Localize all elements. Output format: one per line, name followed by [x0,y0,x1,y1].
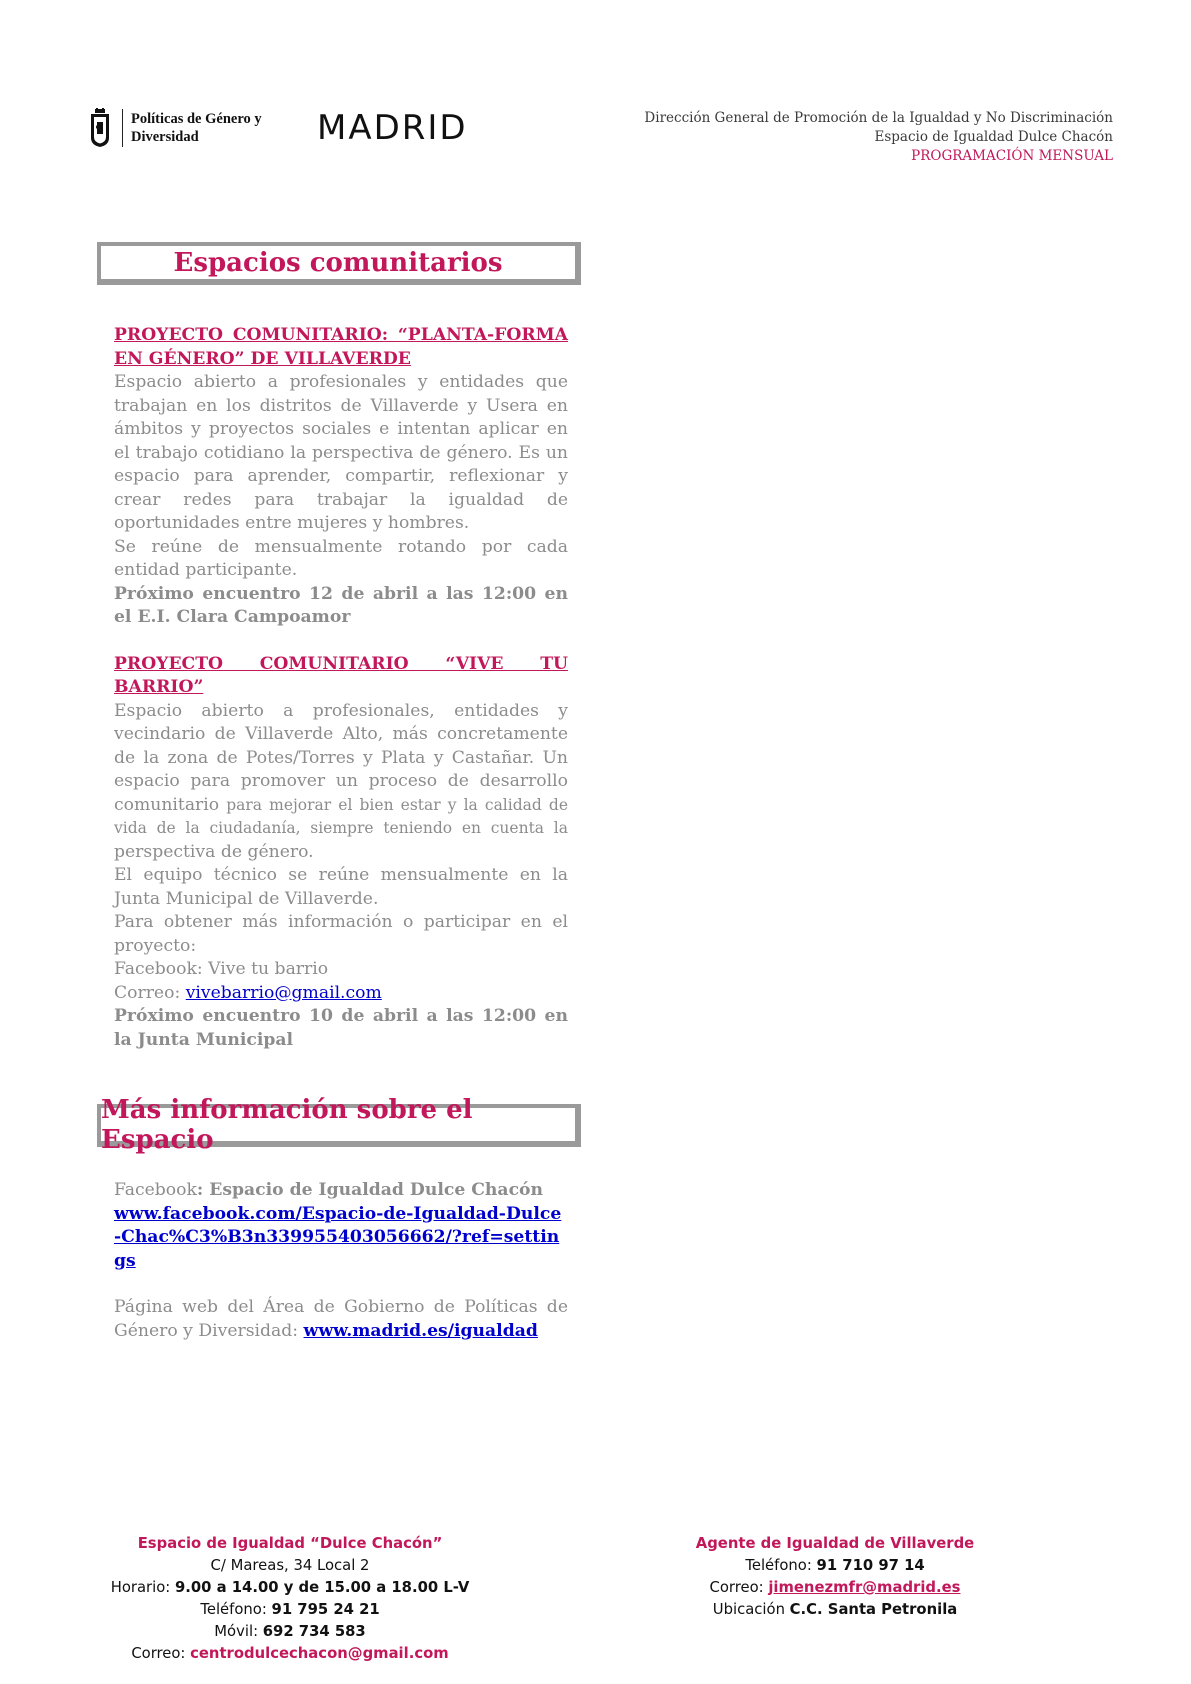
project-2-description-a: Espacio abierto a profesionales, entidades y vecindario de Villaverde Alto, más concretamente de la zona de Potes/Torres y Plata y Castañar. Un espacio para promover un proceso de desarrollo comunitario [114,700,568,815]
madrid-wordmark: MADRID [317,108,468,148]
footer-center-title: Espacio de Igualdad “Dulce Chacón” [137,1535,443,1552]
footer-center-address: C/ Mareas, 34 Local 2 [210,1557,370,1574]
footer-center-schedule [110,1577,470,1599]
logo-line-2: Diversidad [131,129,199,145]
schedule-label: Horario: [110,1579,175,1596]
mobile-value: 692 734 583 [262,1623,366,1640]
footer-agent-email [660,1577,1010,1599]
email-label: Correo: [131,1645,191,1662]
spacer [114,1273,568,1296]
spacer [114,630,568,653]
project-2-description [114,700,568,865]
project-1-meeting-info: Se reúne de mensualmente rotando por cada entidad participante. [114,536,568,580]
section-2-content [114,1179,568,1343]
facebook-page-name: : Espacio de Igualdad Dulce Chacón [196,1180,543,1200]
project-1-heading: PROYECTO COMUNITARIO: “PLANTA-FORMA EN GÉNERO” DE VILLAVERDE [114,325,568,369]
email-label: Correo: [709,1579,769,1596]
phone-value: 91 795 24 21 [271,1601,380,1618]
project-2-description-c: perspectiva de género. [114,841,314,862]
web-url-link[interactable]: www.madrid.es/igualdad [303,1320,538,1341]
madrid-crest-icon [88,108,112,148]
header-program-label: PROGRAMACIÓN MENSUAL [911,148,1113,164]
header-right [644,109,1113,166]
location-value: C.C. Santa Petronila [789,1601,958,1618]
facebook-url-line [114,1203,568,1274]
footer-center-contact [110,1533,470,1665]
facebook-line [114,1179,568,1203]
phone-label: Teléfono: [200,1601,272,1618]
header-directorate: Dirección General de Promoción de la Igualdad y No Discriminación [644,110,1113,126]
footer-center-phone [110,1599,470,1621]
logo-text [131,110,262,146]
project-2-email-label: Correo: [114,982,186,1003]
section-title: Espacios comunitarios [173,247,503,278]
project-2-more-info: Para obtener más información o participar en el proyecto: [114,912,568,956]
section-title: Más información sobre el Espacio [101,1094,473,1155]
project-2-facebook: Facebook: Vive tu barrio [114,959,329,979]
gender-diversity-logo [88,107,262,149]
section-1-content [114,324,568,1052]
web-line [114,1296,568,1343]
agent-email-link[interactable]: jimenezmfr@madrid.es [768,1579,961,1596]
project-2-email-line [114,982,568,1006]
footer-agent-location [660,1599,1010,1621]
project-1-next-meeting: Próximo encuentro 12 de abril a las 12:00 en el E.I. Clara Campoamor [114,583,568,627]
facebook-label: Facebook [114,1180,197,1200]
project-2-description-b: para mejorar el bien estar y la calidad de vida de la ciudadanía, siempre teniendo en cuenta la [114,795,568,837]
footer-agent-phone [660,1555,1010,1577]
project-2-team-info: El equipo técnico se reúne mensualmente en la Junta Municipal de Villaverde. [114,865,568,909]
project-2-email-link[interactable]: vivebarrio@gmail.com [185,982,382,1003]
logo-line-1: Políticas de Género y [131,111,262,127]
location-label: Ubicación [712,1601,790,1618]
phone-label: Teléfono: [745,1557,817,1574]
logo-divider [122,109,123,147]
footer-agent-contact [660,1533,1010,1621]
project-1-description: Espacio abierto a profesionales y entidades que trabajan en los distritos de Villaverde y Usera en ámbitos y proyectos sociales e intentan aplicar en el trabajo cotidiano la perspectiva de género. Es un espacio para aprender, compartir, reflexionar y crear redes para trabajar la igualdad de oportunidades entre mujeres y hombres. [114,372,568,533]
web-text: Página web del Área de Gobierno de Políticas de Género y Diversidad: [114,1297,568,1341]
section-title-box [97,242,581,285]
phone-value: 91 710 97 14 [816,1557,925,1574]
center-email-link[interactable]: centrodulcechacon@gmail.com [190,1645,449,1662]
footer-center-mobile [110,1621,470,1643]
header-center-name: Espacio de Igualdad Dulce Chacón [874,129,1113,145]
facebook-url-link[interactable]: www.facebook.com/Espacio-de-Igualdad-Dulce-Chac%C3%B3n339955403056662/?ref=settings [114,1203,562,1271]
section-title-box [97,1094,581,1155]
project-2-heading: PROYECTO COMUNITARIO “VIVE TU BARRIO” [114,653,568,697]
mobile-label: Móvil: [214,1623,263,1640]
schedule-value: 9.00 a 14.00 y de 15.00 a 18.00 L-V [174,1579,470,1596]
project-2-next-meeting: Próximo encuentro 10 de abril a las 12:00 en la Junta Municipal [114,1006,568,1050]
footer-center-email [110,1643,470,1665]
footer-agent-title: Agente de Igualdad de Villaverde [695,1535,975,1552]
